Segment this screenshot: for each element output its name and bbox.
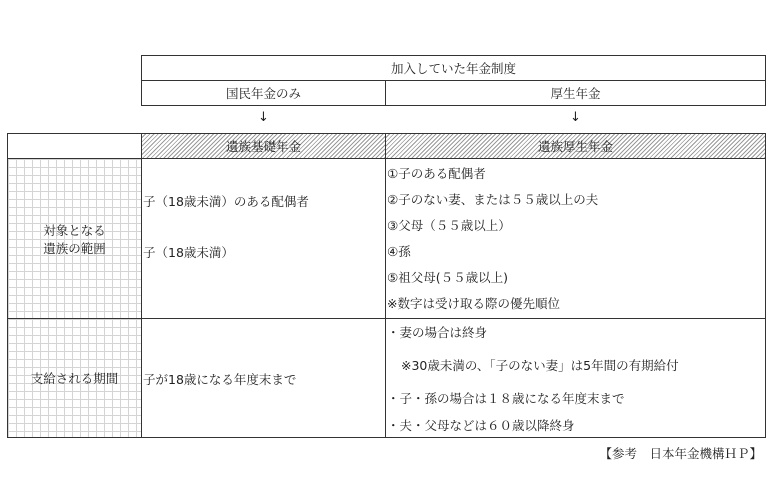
- period-employee-line: ・妻の場合は終身: [387, 325, 488, 340]
- scope-label-cell: [7, 158, 142, 319]
- scope-employee-line: ※数字は受け取る際の優先順位: [387, 296, 560, 311]
- scope-label-line2: 遺族の範囲: [43, 240, 106, 256]
- period-basic-text: 子が18歳になる年度末まで: [143, 372, 297, 387]
- national-pension-only-header: [141, 80, 386, 106]
- period-label: 支給される期間: [30, 371, 119, 386]
- scope-label-line1: 対象となる: [43, 222, 106, 238]
- corner-cell: [7, 133, 142, 159]
- survivors-employee-pension-header: [385, 133, 766, 159]
- arrow-down-icon: ↓: [258, 110, 269, 125]
- arrow-down-icon: ↓: [570, 110, 581, 125]
- national-pension-only-label: 国民年金のみ: [225, 86, 301, 101]
- scope-employee-line: ④孫: [387, 244, 411, 259]
- period-label-cell: [7, 318, 142, 438]
- period-employee-line: ・夫・父母などは６０歳以降終身: [387, 418, 575, 433]
- pension-system-header: [141, 55, 766, 81]
- scope-employee-line: ③父母（５５歳以上）: [387, 218, 511, 233]
- scope-basic-line: 子（18歳未満）のある配偶者: [143, 194, 309, 209]
- period-employee-line: ・子・孫の場合は１８歳になる年度末まで: [387, 391, 625, 406]
- pension-system-label: 加入していた年金制度: [390, 61, 516, 76]
- employee-pension-label: 厚生年金: [550, 86, 601, 101]
- scope-employee-line: ⑤祖父母(５５歳以上): [387, 270, 508, 285]
- survivors-basic-pension-header: [141, 133, 386, 159]
- scope-employee-line: ②子のない妻、または５５歳以上の夫: [387, 192, 599, 207]
- survivors-basic-pension-label: 遺族基礎年金: [225, 139, 301, 154]
- period-employee-note: ※30歳未満の、「子のない妻」は5年間の有期給付: [401, 358, 679, 373]
- scope-employee-line: ①子のある配偶者: [387, 166, 486, 181]
- scope-basic-line: 子（18歳未満）: [143, 245, 234, 260]
- employee-pension-header: [385, 80, 766, 106]
- survivors-employee-pension-label: 遺族厚生年金: [537, 139, 613, 154]
- source-note: 【参考 日本年金機構ＨＰ】: [599, 446, 762, 461]
- scope-basic-cell: [141, 158, 386, 319]
